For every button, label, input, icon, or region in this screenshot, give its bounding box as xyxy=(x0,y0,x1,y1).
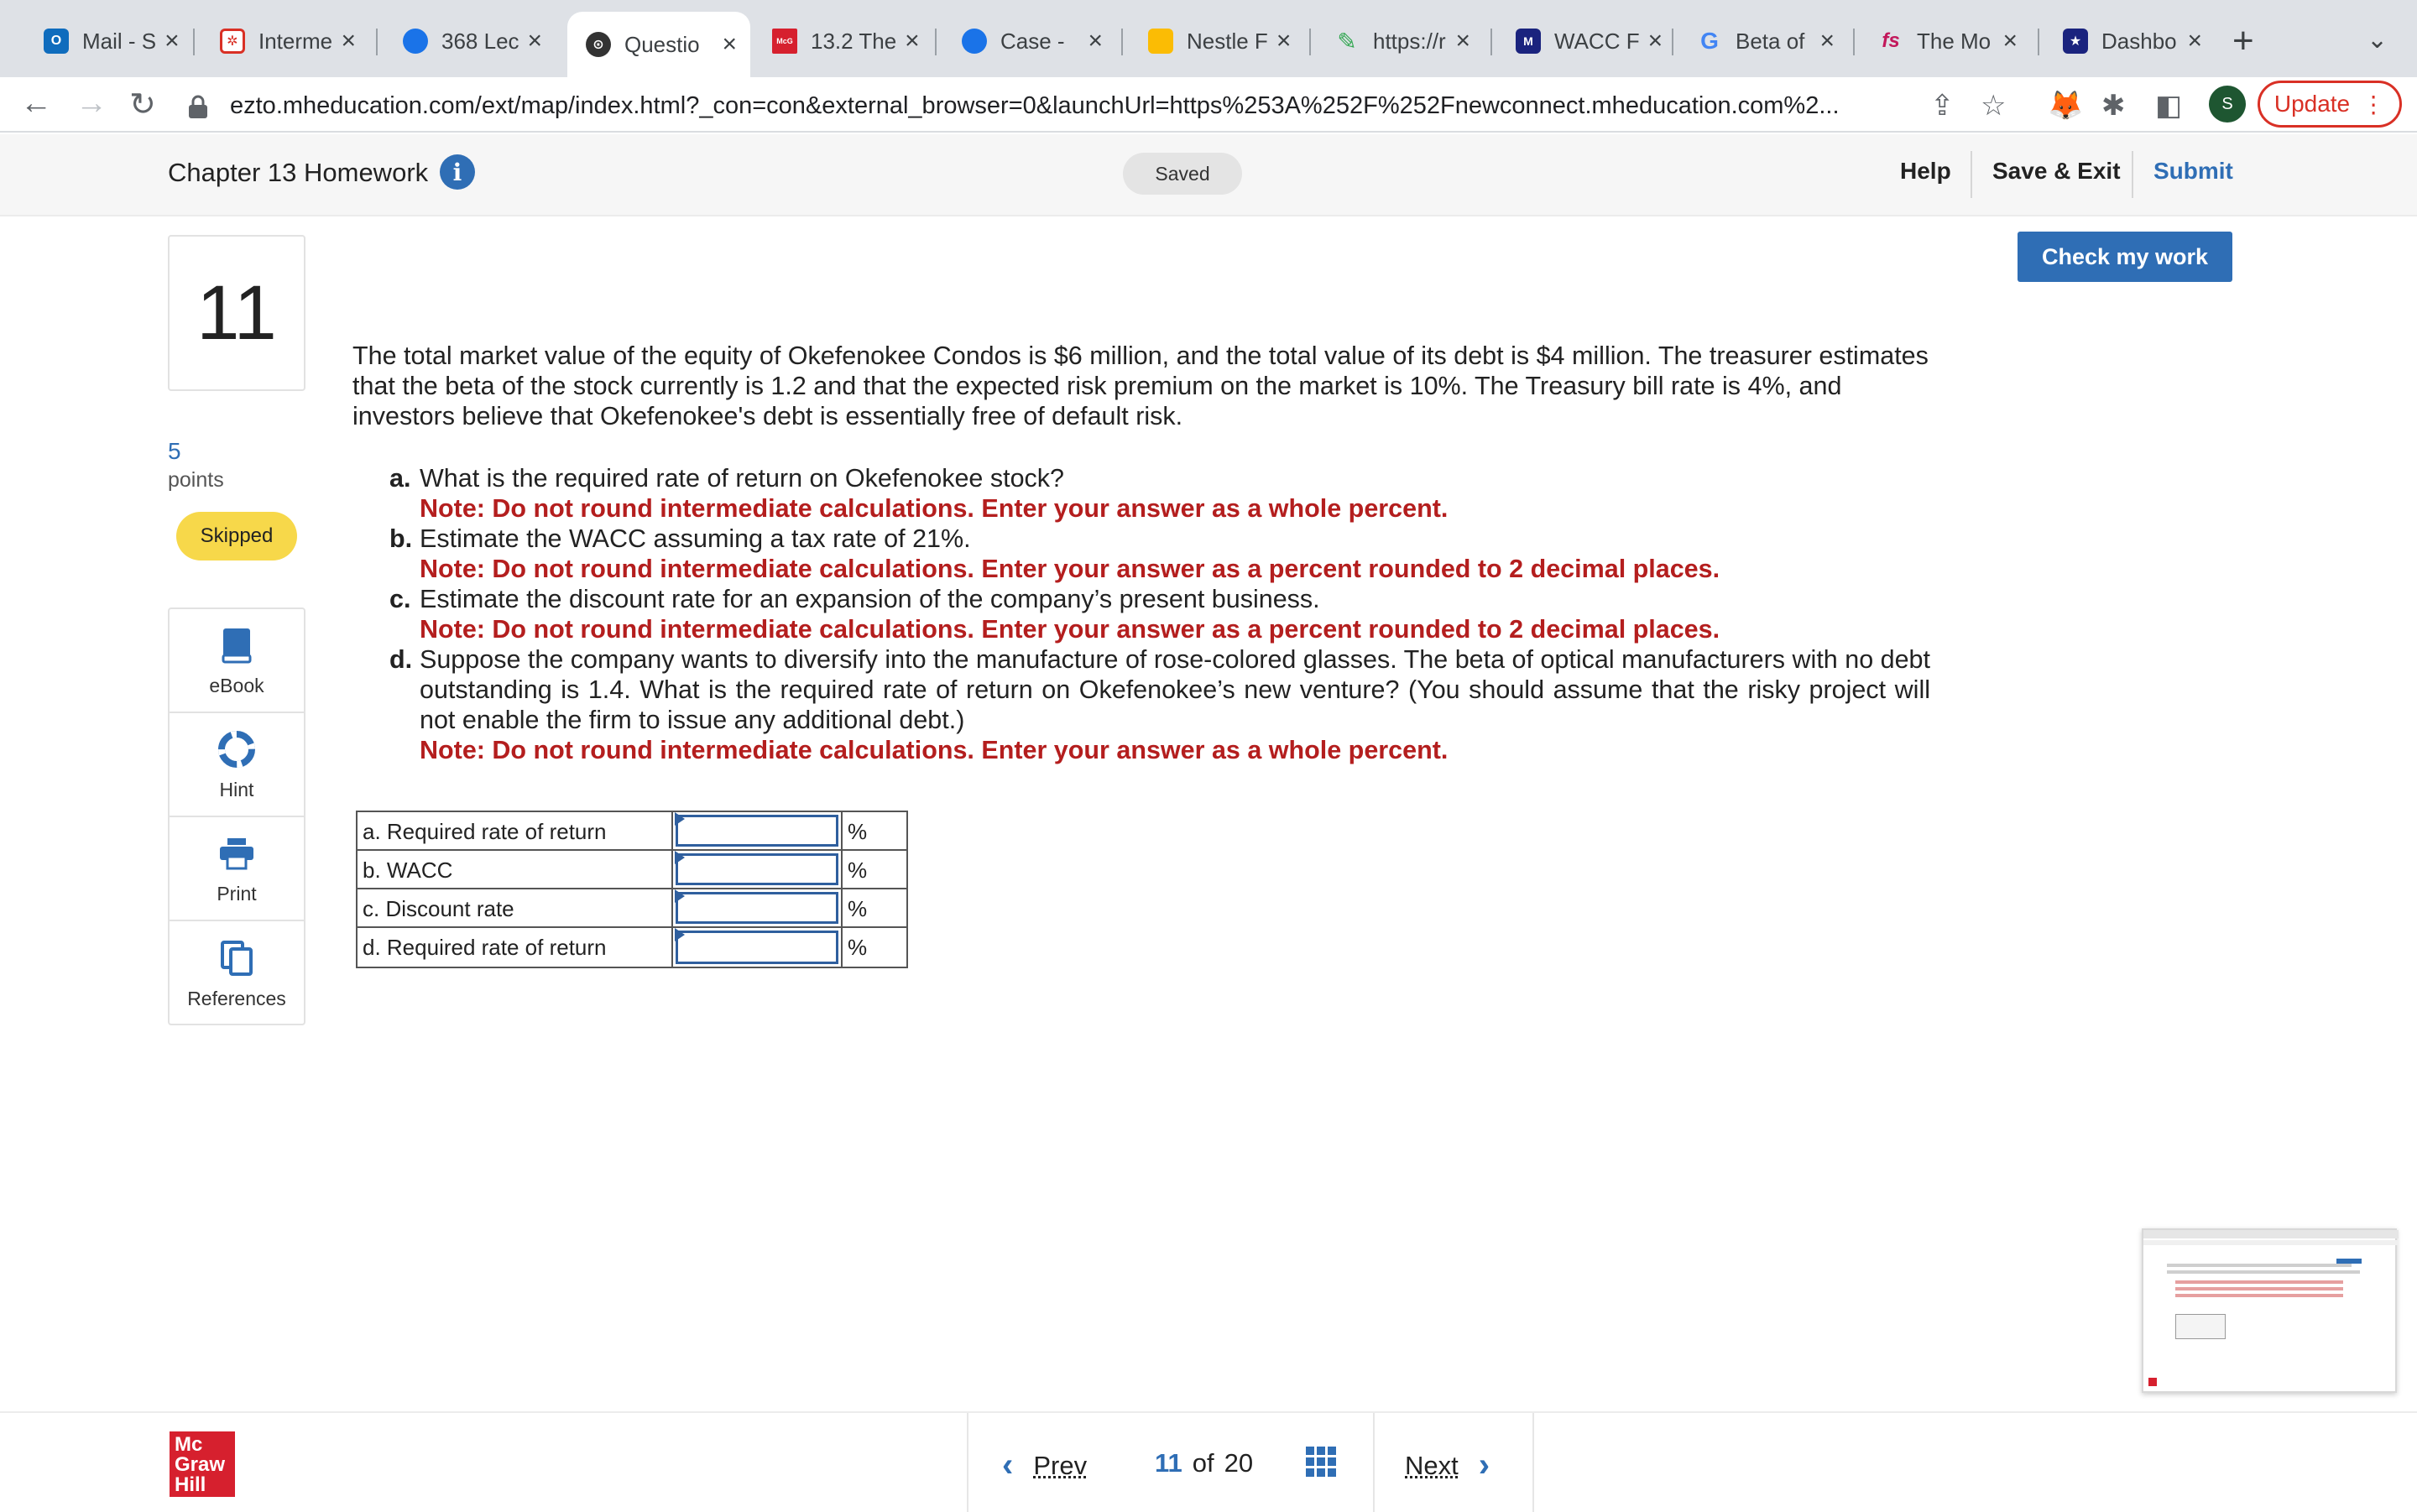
status-badge: Skipped xyxy=(176,512,297,560)
tool-label: References xyxy=(187,987,286,1009)
tab-title: Case - xyxy=(1000,28,1065,54)
part-note: Note: Do not round intermediate calculations. Enter your answer as a percent rounded to 2 decimal places. xyxy=(420,555,1720,583)
points-label: points xyxy=(168,468,224,492)
close-icon[interactable]: × xyxy=(2002,27,2018,55)
print-button[interactable] xyxy=(170,817,304,921)
browser-tab[interactable] xyxy=(1497,12,1667,70)
unit-label: % xyxy=(848,935,868,960)
logo-line: Graw xyxy=(175,1453,226,1476)
close-icon[interactable]: × xyxy=(1647,27,1663,55)
thumb-bar xyxy=(2143,1230,2399,1238)
flag-marker-icon xyxy=(675,812,685,826)
hint-button[interactable] xyxy=(170,713,304,817)
tab-favicon xyxy=(962,29,987,54)
tab-title: Beta of xyxy=(1736,28,1805,54)
thumb-table xyxy=(2175,1314,2226,1339)
divider xyxy=(1373,1413,1375,1512)
reload-icon[interactable]: ↻ xyxy=(129,87,156,123)
references-button[interactable] xyxy=(170,921,304,1025)
unit-label: % xyxy=(848,858,868,883)
tab-favicon: McG xyxy=(772,29,797,54)
close-icon[interactable]: × xyxy=(1276,27,1292,55)
table-row xyxy=(358,851,906,889)
puzzle-extensions-icon[interactable]: ✱ xyxy=(2101,90,2126,122)
grid-view-icon[interactable] xyxy=(1306,1447,1336,1477)
browser-tab[interactable] xyxy=(1316,12,1484,70)
thumb-line xyxy=(2167,1264,2352,1267)
copy-documents-icon xyxy=(220,937,253,979)
question-tools xyxy=(168,607,305,1025)
tab-separator xyxy=(935,29,937,55)
check-my-work-button[interactable]: Check my work xyxy=(2018,232,2232,282)
browser-tab-active[interactable] xyxy=(567,12,750,77)
close-icon[interactable]: × xyxy=(341,27,356,55)
part-letter: c. xyxy=(389,585,411,613)
ebook-button[interactable] xyxy=(170,609,304,713)
fox-extension-icon[interactable]: 🦊 xyxy=(2048,90,2084,122)
answer-table xyxy=(356,811,908,968)
mcgraw-hill-logo xyxy=(170,1431,235,1497)
page-indicator xyxy=(1155,1448,1253,1478)
assignment-header xyxy=(0,134,2417,216)
unit-label: % xyxy=(848,896,868,921)
flag-marker-icon xyxy=(675,928,685,941)
assignment-title: Chapter 13 Homework xyxy=(168,158,429,187)
browser-tab[interactable] xyxy=(201,12,369,70)
thumb-bar xyxy=(2143,1240,2399,1245)
url-field[interactable] xyxy=(186,82,2016,129)
tab-separator xyxy=(1490,29,1492,55)
close-icon[interactable]: × xyxy=(164,27,180,55)
tab-title: 368 Lec xyxy=(441,28,519,54)
question-number: 11 xyxy=(168,235,305,391)
chevron-down-icon[interactable]: ⌄ xyxy=(2367,26,2388,54)
table-row xyxy=(358,812,906,851)
tab-separator xyxy=(193,29,195,55)
answer-label: a. Required rate of return xyxy=(358,812,673,849)
next-label: Next xyxy=(1405,1450,1459,1480)
current-page: 11 xyxy=(1155,1448,1182,1478)
unit-label: % xyxy=(848,819,868,844)
part-text: Estimate the WACC assuming a tax rate of 21%. xyxy=(420,524,971,553)
profile-avatar[interactable]: S xyxy=(2209,86,2246,123)
thumb-line xyxy=(2175,1280,2343,1284)
total-pages: 20 xyxy=(1224,1448,1254,1478)
browser-tab-strip xyxy=(0,0,2417,77)
flag-marker-icon xyxy=(675,889,685,903)
divider xyxy=(1971,151,1972,198)
prev-label: Prev xyxy=(1033,1450,1088,1480)
answer-label: b. WACC xyxy=(358,851,673,888)
question-navigator xyxy=(967,1413,1534,1512)
tab-favicon: ⊙ xyxy=(586,32,611,57)
tab-separator xyxy=(1672,29,1673,55)
part-note: Note: Do not round intermediate calculations. Enter your answer as a percent rounded to 2 decimal places. xyxy=(420,615,1720,644)
url-text: ezto.mheducation.com/ext/map/index.html?_con=con&external_browser=0&launchUrl=https%253A%252F%252Fnewconnect.mheducation.com%2... xyxy=(230,91,1840,119)
of-label: of xyxy=(1192,1448,1214,1478)
tab-title: https://r xyxy=(1373,28,1446,54)
close-icon[interactable]: × xyxy=(722,30,737,58)
tab-title: Questio xyxy=(624,31,700,57)
printer-icon xyxy=(218,832,255,874)
forward-arrow-icon[interactable]: → xyxy=(76,86,107,121)
tab-favicon: M xyxy=(1516,29,1541,54)
part-note: Note: Do not round intermediate calculations. Enter your answer as a whole percent. xyxy=(420,736,1449,764)
screenshot-thumbnail[interactable] xyxy=(2142,1228,2397,1393)
browser-tab[interactable] xyxy=(25,12,186,70)
tool-label: Hint xyxy=(219,778,254,800)
question-part-c xyxy=(389,584,1930,644)
star-badge-icon: ★ xyxy=(2063,29,2088,54)
answer-input-d[interactable] xyxy=(676,931,838,964)
flag-marker-icon xyxy=(675,851,685,864)
tab-title: Mail - S xyxy=(82,28,157,54)
update-label: Update xyxy=(2273,91,2351,117)
new-tab-plus-icon[interactable]: + xyxy=(2232,20,2254,61)
tab-favicon xyxy=(1148,29,1173,54)
answer-cell xyxy=(673,812,843,849)
part-text: Estimate the discount rate for an expansion of the company’s present business. xyxy=(420,585,1320,613)
answer-label: c. Discount rate xyxy=(358,889,673,926)
part-text: Suppose the company wants to diversify into the manufacture of rose-colored glasses. The beta of optical manufacturers with no debt outstanding is 1.4. What is the required rate of return on Okefenokee’s new venture? (You should assume that the risky project will not enable the firm to issue any additional debt.) xyxy=(420,645,1930,734)
part-text: What is the required rate of return on Okefenokee stock? xyxy=(420,464,1064,493)
book-icon xyxy=(222,624,252,666)
kebab-menu-icon: ⋮ xyxy=(2362,91,2386,117)
browser-tab[interactable] xyxy=(2044,12,2216,70)
thumb-line xyxy=(2175,1287,2343,1290)
share-icon[interactable]: ⇪ xyxy=(1930,90,1955,122)
thumb-line xyxy=(2175,1294,2343,1297)
update-button[interactable] xyxy=(2258,81,2402,128)
bookmark-star-icon[interactable]: ☆ xyxy=(1981,90,2007,122)
question-part-b xyxy=(389,524,1930,584)
thumb-logo xyxy=(2148,1378,2157,1386)
close-icon[interactable]: × xyxy=(2187,27,2202,55)
google-icon: G xyxy=(1700,28,1719,54)
submit-link[interactable]: Submit xyxy=(2153,158,2233,184)
part-letter: a. xyxy=(389,464,411,493)
tab-favicon: O xyxy=(44,29,69,54)
tab-separator xyxy=(376,29,378,55)
question-stem: The total market value of the equity of Okefenokee Condos is $6 million, and the total value of its debt is $4 million. The treasurer estimates that the beta of the stock currently is 1.2 and that the expected risk premium on the market is 10%. The Treasury bill rate is 4%, and investors believe that Okefenokee's debt is essentially free of default risk. xyxy=(352,342,1929,430)
tab-separator xyxy=(1309,29,1311,55)
address-bar-row xyxy=(0,77,2417,133)
next-button[interactable] xyxy=(1405,1447,1490,1484)
help-link[interactable]: Help xyxy=(1900,158,1951,184)
tool-label: Print xyxy=(217,882,257,905)
points-value: 5 xyxy=(168,438,181,464)
part-letter: b. xyxy=(389,524,413,553)
tab-title: The Mo xyxy=(1917,28,1992,54)
tab-favicon: ✲ xyxy=(220,29,245,54)
chevron-left-icon: ‹ xyxy=(1002,1447,1014,1483)
lifebuoy-icon xyxy=(219,728,254,770)
divider xyxy=(2132,151,2133,198)
chevron-right-icon: › xyxy=(1478,1447,1490,1483)
table-row xyxy=(358,928,906,967)
thumb-button xyxy=(2336,1259,2362,1264)
saved-status-badge: Saved xyxy=(1123,153,1242,195)
tab-title: Interme xyxy=(258,28,333,54)
question-part-d xyxy=(389,644,1930,765)
answer-cell xyxy=(673,889,843,926)
answer-input-b[interactable] xyxy=(676,853,838,885)
close-icon[interactable]: × xyxy=(1819,27,1835,55)
info-icon[interactable]: i xyxy=(440,154,475,190)
table-row xyxy=(358,889,906,928)
tab-favicon xyxy=(403,29,428,54)
question-parts xyxy=(389,463,1930,765)
tab-separator xyxy=(1121,29,1123,55)
question-part-a xyxy=(389,463,1930,524)
close-icon[interactable]: × xyxy=(1088,27,1103,55)
lock-icon xyxy=(186,94,210,117)
answer-label: d. Required rate of return xyxy=(358,928,673,967)
close-icon[interactable]: × xyxy=(527,27,543,55)
answer-input-c[interactable] xyxy=(676,892,838,924)
browser-tab[interactable] xyxy=(1678,12,1848,70)
side-panel-icon[interactable]: ◧ xyxy=(2155,90,2183,122)
part-letter: d. xyxy=(389,645,413,674)
browser-tab[interactable] xyxy=(384,12,552,70)
tool-label: eBook xyxy=(209,674,264,696)
prev-button[interactable] xyxy=(1002,1447,1087,1484)
tab-title: WACC F xyxy=(1554,28,1640,54)
logo-line: Mc xyxy=(175,1433,203,1456)
answer-input-a[interactable] xyxy=(676,815,838,847)
browser-tab[interactable] xyxy=(1860,12,2031,70)
tab-separator xyxy=(1853,29,1855,55)
browser-tab[interactable] xyxy=(943,12,1116,70)
browser-tab[interactable] xyxy=(1130,12,1304,70)
footer-bar xyxy=(0,1411,2417,1510)
tab-separator xyxy=(2038,29,2039,55)
answer-cell xyxy=(673,851,843,888)
tab-title: Dashbo xyxy=(2101,28,2177,54)
answer-cell xyxy=(673,928,843,967)
save-exit-link[interactable]: Save & Exit xyxy=(1992,158,2121,184)
close-icon[interactable]: × xyxy=(905,27,920,55)
tab-title: Nestle F xyxy=(1187,28,1268,54)
back-arrow-icon[interactable]: ← xyxy=(20,86,52,121)
tab-title: 13.2 The xyxy=(811,28,897,54)
close-icon[interactable]: × xyxy=(1455,27,1470,55)
logo-line: Hill xyxy=(175,1473,206,1496)
feather-icon: ✎ xyxy=(1337,28,1357,55)
part-note: Note: Do not round intermediate calculations. Enter your answer as a whole percent. xyxy=(420,494,1449,523)
browser-tab[interactable] xyxy=(754,12,930,70)
tab-favicon: fs xyxy=(1882,29,1900,52)
thumb-line xyxy=(2167,1270,2360,1274)
